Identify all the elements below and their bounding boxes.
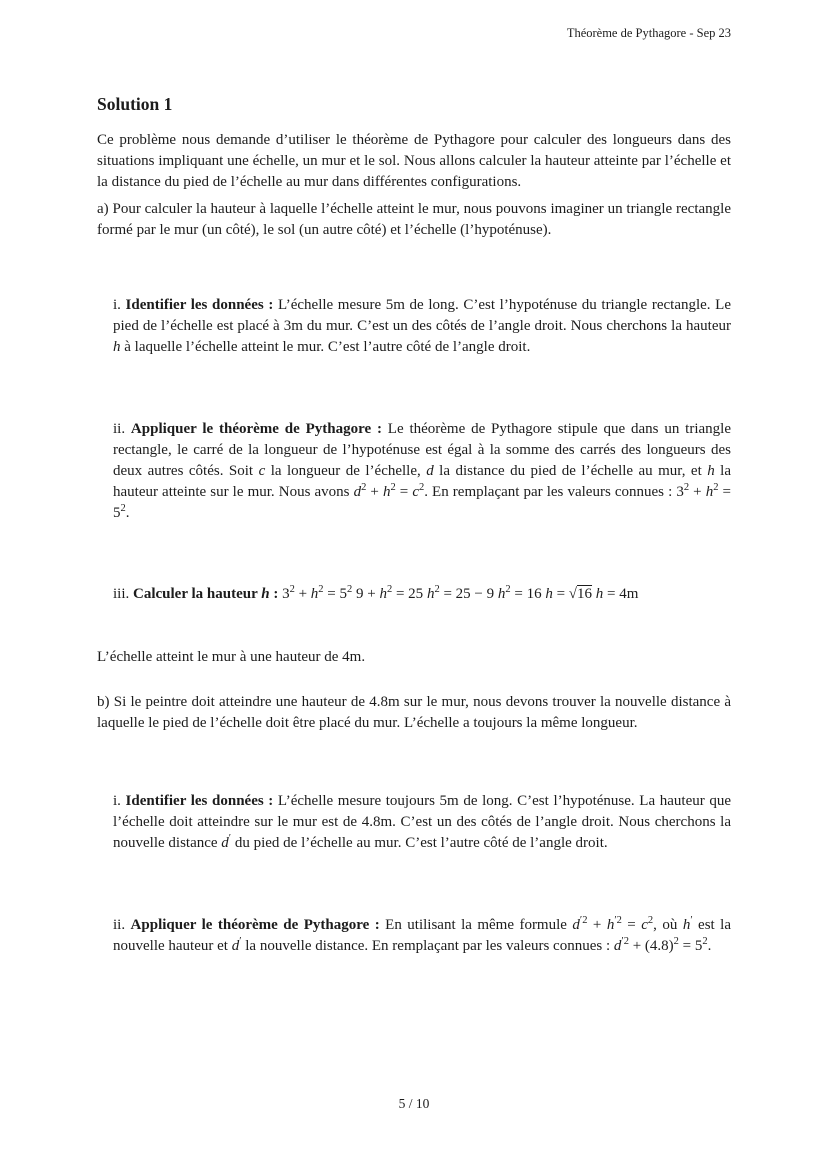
step-a-i-identify-data bbox=[113, 295, 731, 358]
text-segment: b) Si le peintre doit atteindre une hauteur de 4.8m sur le mur, nous devons trouver la nouvelle distance à laquelle le pied de l’échelle doit être placé du mur. L’échelle a toujours la même longueur. bbox=[97, 694, 731, 731]
text-segment: du pied de l’échelle au mur. C’est l’autre côté de l’angle droit. bbox=[231, 835, 608, 851]
text-segment: h bbox=[113, 339, 121, 355]
text-segment: L’échelle mesure 5m de long. C’est l’hypoténuse du triangle rectangle. Le pied de l’échelle est placé à 3m du mur. C’est un des côtés de l’angle droit. Nous cherchons la hauteur bbox=[113, 297, 731, 334]
text-segment: h bbox=[261, 586, 270, 602]
text-segment: 2 bbox=[289, 584, 295, 595]
text-segment: i. bbox=[113, 297, 126, 313]
solution-title: Solution 1 bbox=[97, 94, 173, 114]
question-a-paragraph bbox=[97, 199, 731, 241]
intro-paragraph bbox=[97, 130, 731, 193]
text-segment: Identifier les données : bbox=[125, 297, 274, 313]
text-segment: 2 bbox=[683, 482, 690, 493]
text-segment: 2 bbox=[347, 584, 353, 595]
text-segment: = 5 bbox=[678, 938, 703, 954]
text-segment: = bbox=[552, 586, 569, 602]
text-segment: 2 bbox=[702, 936, 708, 947]
text-segment: la nouvelle distance. En remplaçant par les valeurs connues : bbox=[241, 938, 614, 954]
text-segment: L’échelle atteint le mur à une hauteur de 4m. bbox=[97, 649, 366, 665]
text-segment: ′ bbox=[690, 915, 693, 926]
text-segment: h bbox=[497, 586, 506, 602]
text-segment: iii. bbox=[113, 586, 134, 602]
text-segment: h bbox=[606, 917, 615, 933]
text-segment: d bbox=[572, 917, 580, 933]
text-segment: = 5 bbox=[113, 484, 732, 521]
text-segment: 2 bbox=[390, 482, 396, 493]
text-segment: h bbox=[705, 484, 714, 500]
text-segment: 2 bbox=[361, 482, 367, 493]
step-a-ii-apply-theorem bbox=[113, 419, 731, 524]
text-segment: 2 bbox=[647, 915, 654, 926]
text-segment: En utilisant la même formule bbox=[379, 917, 573, 933]
text-segment: c bbox=[412, 484, 419, 500]
text-segment: = 4m bbox=[603, 586, 639, 602]
question-b-paragraph bbox=[97, 692, 731, 734]
text-segment: ′2 bbox=[579, 915, 588, 926]
text-segment: la longueur de l’échelle, bbox=[265, 463, 427, 479]
text-segment: d bbox=[426, 463, 434, 479]
text-segment: h bbox=[426, 586, 435, 602]
text-segment: Appliquer le théorème de Pythagore : bbox=[130, 421, 382, 437]
text-segment: ′2 bbox=[614, 915, 622, 926]
text-segment: d bbox=[613, 938, 622, 954]
text-segment: L’échelle mesure toujours 5m de long. C’est l’hypoténuse. La hauteur que l’échelle doit atteindre sur le mur est de 4.8m. C’est un des côtés de l’angle droit. Nous cherchons la nouvelle distance bbox=[113, 793, 731, 851]
text-segment: = 25 bbox=[392, 586, 427, 602]
text-segment: 2 bbox=[120, 503, 126, 514]
text-segment: Identifier les données : bbox=[125, 793, 274, 809]
text-segment: = bbox=[621, 917, 642, 933]
answer-a-paragraph bbox=[97, 647, 731, 668]
text-segment: = 5 bbox=[323, 586, 347, 602]
text-segment: ii. bbox=[113, 421, 131, 437]
text-segment: la distance du pied de l’échelle au mur, et bbox=[433, 463, 708, 479]
text-segment: 2 bbox=[418, 482, 425, 493]
text-segment: , où bbox=[653, 917, 683, 933]
text-segment: + bbox=[294, 586, 311, 602]
text-segment: d bbox=[221, 835, 229, 851]
text-segment: d bbox=[353, 484, 362, 500]
text-segment: Appliquer le théorème de Pythagore : bbox=[130, 917, 380, 933]
text-segment: 16 bbox=[577, 586, 593, 602]
text-segment: a) Pour calculer la hauteur à laquelle l’échelle atteint le mur, nous pouvons imaginer un triangle rectangle formé par le mur (un côté), le sol (un autre côté) et l’échelle (l’hypoténuse). bbox=[97, 201, 731, 238]
step-b-i-identify-data bbox=[113, 791, 731, 854]
text-segment: Le théorème de Pythagore stipule que dans un triangle rectangle, le carré de la longueur de l’hypoténuse est égal à la somme des carrés des longueurs des deux autres côtés. Soit bbox=[113, 421, 731, 479]
text-segment: = 16 bbox=[510, 586, 546, 602]
text-segment: 2 bbox=[386, 584, 393, 595]
text-segment: c bbox=[258, 463, 266, 479]
text-segment: h bbox=[595, 586, 604, 602]
text-segment: . En remplaçant par les valeurs connues : 3 bbox=[424, 484, 684, 500]
text-segment: 2 bbox=[434, 584, 440, 595]
text-segment: 2 bbox=[713, 482, 719, 493]
text-segment: h bbox=[707, 463, 715, 479]
text-segment: h bbox=[382, 484, 391, 500]
text-segment: 2 bbox=[673, 936, 679, 947]
text-segment: i. bbox=[113, 793, 126, 809]
step-b-ii-apply-theorem bbox=[113, 915, 731, 957]
page-header: Théorème de Pythagore - Sep 23 bbox=[566, 26, 731, 40]
text-segment: 9 + bbox=[352, 586, 380, 602]
text-segment: à laquelle l’échelle atteint le mur. C’est l’autre côté de l’angle droit. bbox=[120, 339, 531, 355]
text-segment: . bbox=[707, 938, 712, 954]
text-segment: Ce problème nous demande d’utiliser le théorème de Pythagore pour calculer des longueurs dans des situations impliquant une échelle, un mur et le sol. Nous allons calculer la hauteur atteinte par l’échelle et la distance du pied de l’échelle au mur dans différentes configurations. bbox=[97, 132, 731, 190]
text-segment: 2 bbox=[318, 584, 324, 595]
text-segment: 3 bbox=[278, 586, 290, 602]
text-segment: h bbox=[379, 586, 387, 602]
text-segment: h bbox=[682, 917, 691, 933]
text-segment: ii. bbox=[113, 917, 131, 933]
text-segment: = bbox=[395, 484, 413, 500]
text-segment: = 25 − 9 bbox=[439, 586, 498, 602]
text-segment: + (4.8) bbox=[628, 938, 674, 954]
text-segment: la hauteur atteinte sur le mur. Nous avons bbox=[113, 463, 731, 500]
text-segment: . bbox=[125, 505, 130, 521]
text-segment: ′2 bbox=[621, 936, 629, 947]
text-segment: √ bbox=[568, 586, 578, 602]
text-segment: h bbox=[545, 586, 553, 602]
text-segment: : bbox=[269, 586, 279, 602]
text-segment: h bbox=[310, 586, 319, 602]
text-segment: + bbox=[366, 484, 383, 500]
text-segment: + bbox=[689, 484, 706, 500]
text-segment: Calculer la hauteur bbox=[133, 586, 262, 602]
text-segment: + bbox=[587, 917, 607, 933]
text-segment: est la nouvelle hauteur et bbox=[113, 917, 731, 954]
text-segment: ′ bbox=[239, 936, 242, 947]
page-number: 5 / 10 bbox=[398, 1096, 430, 1111]
text-segment: 2 bbox=[505, 584, 511, 595]
text-segment: c bbox=[641, 917, 648, 933]
step-a-iii-calculate-height bbox=[113, 584, 731, 605]
text-segment: d bbox=[231, 938, 240, 954]
text-segment: ′ bbox=[228, 833, 232, 844]
